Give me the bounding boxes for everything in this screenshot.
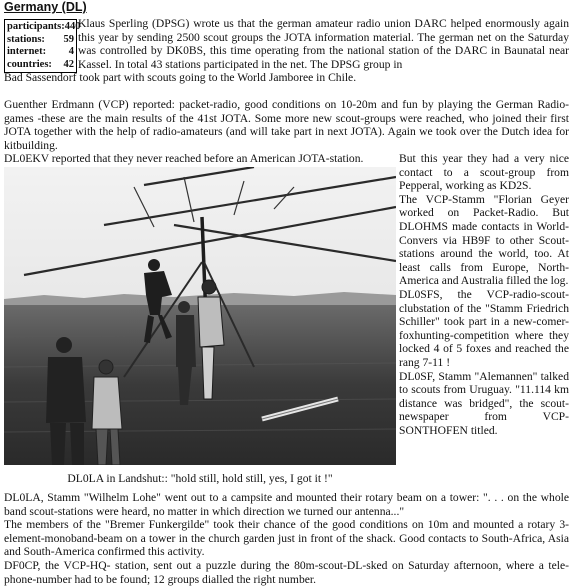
antenna-photo bbox=[4, 167, 396, 465]
stats-row-countries bbox=[7, 59, 74, 72]
bottom-section bbox=[4, 491, 569, 586]
stats-row-participants bbox=[7, 21, 81, 34]
stat-label: stations: bbox=[7, 33, 45, 45]
photo-caption: DL0LA in Landshut:: "hold still, hold still, yes, I got it !" bbox=[67, 472, 333, 485]
paragraph-bad-sassendorf: Bad Sassendorf took part with scouts going to the World Jamboree in Chile. bbox=[4, 71, 357, 84]
stat-value: 4 bbox=[68, 46, 74, 58]
paragraph-dl0sfs: DL0SFS, the VCP-radio-scout-clubstation of the "Stamm Friedrich Schiller" took part in a new-comer-foxhunting-competition where they locked 4 of 5 foxes and reached the rang 7-11 ! bbox=[399, 287, 569, 369]
paragraph-dl0ekv: DL0EKV reported that they never reached before an American JOTA-station. bbox=[4, 152, 364, 165]
page-title: Germany (DL) bbox=[4, 0, 87, 14]
paragraph-df0cp: DF0CP, the VCP-HQ- station, sent out a puzzle during the 80m-scout-DL-sked on Saturday afternoon, where a tele-phone-number had to be found; 12 groups dialled the right number. bbox=[4, 558, 569, 586]
paragraph-dl0sf: DL0SF, Stamm "Alemannen" talked to scouts from Uruguay. "11.114 km distance was bridged", the scout-newspaper from VCP-SONTHOFEN titled. bbox=[399, 369, 569, 437]
stat-label: countries: bbox=[7, 58, 52, 70]
paragraph-florian-geyer: The VCP-Stamm "Florian Geyer worked on Packet-Radio. But DLOHMS made contacts in World-Convers via HB9F to other Scout-stations around the world, too. At least calls from Europe, North-America and Australia filled the log. bbox=[399, 192, 569, 288]
stat-label: participants: bbox=[7, 21, 65, 32]
stats-row-internet bbox=[7, 46, 74, 59]
stats-row-stations bbox=[7, 34, 74, 47]
stat-value: 59 bbox=[63, 33, 74, 45]
paragraph-dl0la: DL0LA, Stamm "Wilhelm Lohe" went out to a campsite and mounted their rotary beam on a tower: ". . . on the whole band scout-stations were heard, no matter in which direction we turned our antenna..." bbox=[4, 491, 569, 518]
stats-box bbox=[4, 19, 81, 73]
stat-value: 440 bbox=[64, 21, 81, 32]
paragraph-guenther-erdmann: Guenther Erdmann (VCP) reported: packet-radio, good conditions on 10-20m and fun by playing the German Radio-games -these are the main results of the 41st JOTA. Some more new scout-groups were reached, who joined their first JOTA together with the help of radio-amateurs (and will take part in next JOTA). Again we took over the Dutch idea for kitbuilding. bbox=[4, 98, 569, 152]
paragraph-klaus-sperling: Klaus Sperling (DPSG) wrote us that the german amateur radio union DARC helped enormously again this year by sending 2500 scout groups the JOTA information material. The german net on the Saturday was controlled by DK0BS, this time operating from the national station of the DARC in Baunatal near Kassel. In total 43 stations participated in the net. The DPSG group in bbox=[78, 17, 569, 71]
right-column bbox=[399, 152, 569, 437]
paragraph-bremer-funkergilde: The members of the "Bremer Funkergilde" took their chance of the good conditions on 10m and mounted a rotary 3-element-monoband-beam on a tower in the church garden just in front of the shack. Good contacts to South-Africa, Asia and South-America confirmed this activity. bbox=[4, 518, 569, 559]
stat-label: internet: bbox=[7, 46, 47, 58]
stat-value: 42 bbox=[63, 58, 74, 70]
paragraph-kd2s: But this year they had a very nice contact to a scout-group from Pepperal, working as KD2S. bbox=[399, 152, 569, 193]
